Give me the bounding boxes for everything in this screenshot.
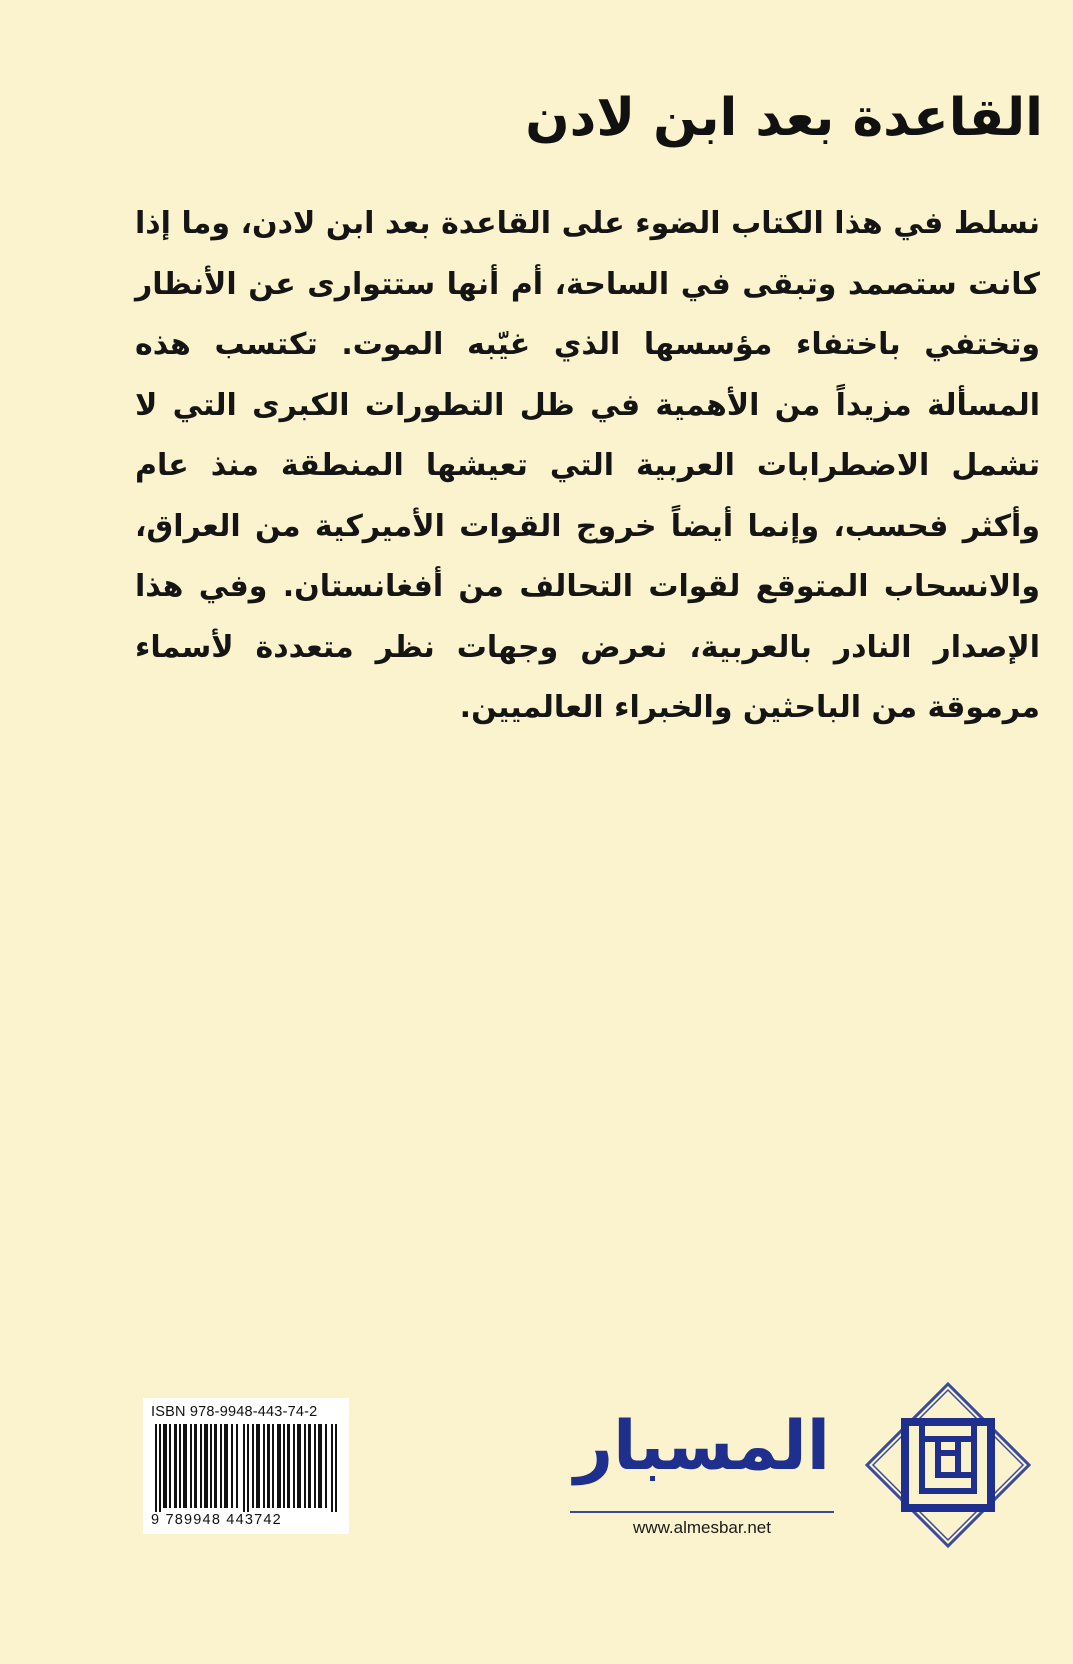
publisher-divider <box>570 1511 834 1513</box>
isbn-barcode <box>143 1398 349 1534</box>
publisher-block <box>560 1380 1040 1560</box>
publisher-name: المسبار <box>573 1407 831 1486</box>
book-blurb: نسلط في هذا الكتاب الضوء على القاعدة بعد ابن لادن، وما إذا كانت ستصمد وتبقى في الساحة، أم أنها ستتوارى عن الأنظار وتختفي باختفاء مؤسسها الذي غيّبه الموت. تكتسب هذه المسألة مزيداً من الأهمية في ظل التطورات الكبرى التي لا تشمل الاضطرابات العربية التي تعيشها المنطقة منذ عام وأكثر فحسب، وإنما أيضاً خروج القوات الأميركية من العراق، والانسحاب المتوقع لقوات التحالف من أفغانستان. وفي هذا الإصدار النادر بالعربية، نعرض وجهات نظر متعددة لأسماء مرموقة من الباحثين والخبراء العالميين. <box>135 206 1040 725</box>
almesbar-kufic-emblem-icon <box>863 1380 1033 1550</box>
barcode-bars-icon <box>151 1424 341 1516</box>
isbn-label: ISBN 978-9948-443-74-2 <box>151 1404 318 1420</box>
book-title: القاعدة بعد ابن لادن <box>525 88 1043 148</box>
publisher-url: www.almesbar.net <box>633 1518 771 1537</box>
barcode-digits: 9 789948 443742 <box>151 1512 341 1528</box>
